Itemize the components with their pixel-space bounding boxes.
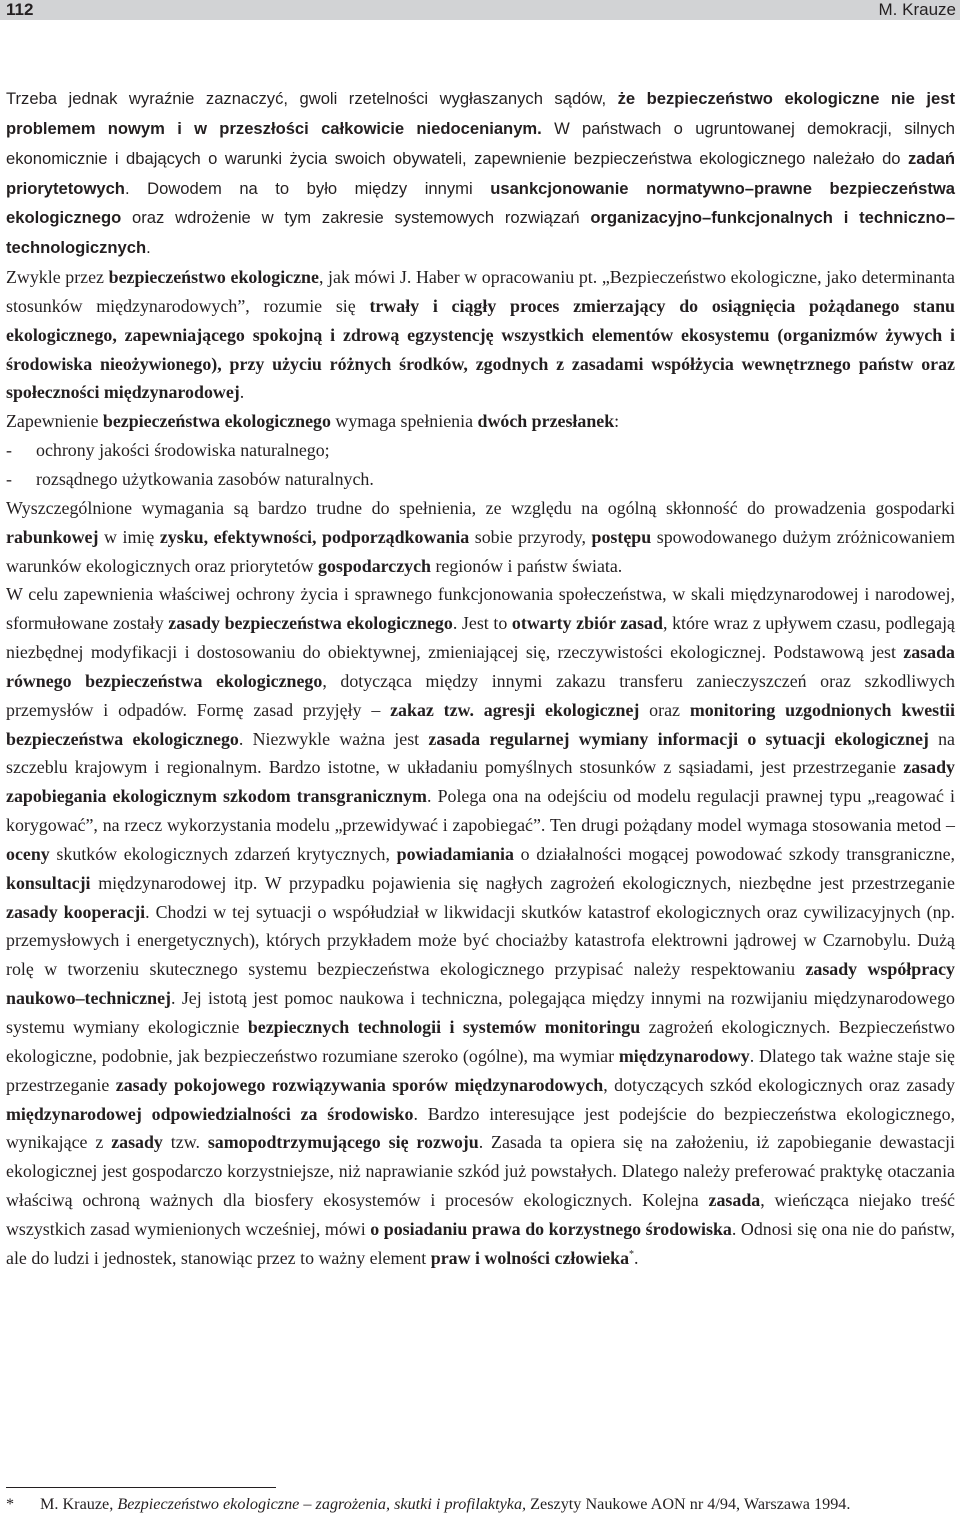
text-run: . Dowodem na to było między innymi (124, 178, 491, 198)
text-run: międzynarodowy (618, 1045, 750, 1066)
text-run: , które wraz z upływem czasu, podlegają niezbędnej modyfikacji i dostosowaniu do obiektywnej, zmieniającej się, rzeczywistości ekologicznej. Podstawową jest (6, 613, 955, 663)
text-run: skutków ekologicznych zdarzeń krytycznych, (49, 843, 397, 864)
text-run: , dotycząca między innymi zakazu transferu zanieczyszczeń oraz szkodliwych przemysłów i odpadów. Formę zasad przyjęły – (6, 670, 955, 720)
text-run: rabunkowej (6, 526, 99, 547)
paragraph-requirements (6, 407, 955, 436)
text-run: zysku, efektywności, podporządkowania (159, 526, 470, 547)
text-run: zasady kooperacji (6, 901, 146, 922)
text-run: . Odnosi się ona nie do państw, ale do ludzi i jednostek, stanowiąc przez to ważny element (6, 1218, 955, 1268)
text-run: bezpieczeństwo ekologiczne (108, 267, 319, 288)
text-run: trwały i ciągły proces zmierzający do osiągnięcia pożądanego stanu ekologicznego, zapewniającego spokojną i zdrową egzystencję wszystkich elementów ekosystemu (organizmów żywych i środowiska nieożywionego), przy użyciu różnych środków, zgodnych z zasadami współżycia wewnętrznego państw oraz społeczności międzynarodowej (6, 295, 955, 403)
text-run: wymaga spełnienia (330, 411, 478, 432)
list-bullet: - (6, 440, 12, 461)
paragraph-difficulties (6, 494, 955, 581)
text-run: zasady zapobiegania ekologicznym szkodom transgranicznym (6, 757, 955, 807)
text-run: otwarty zbiór zasad (511, 613, 663, 634)
list-bullet: - (6, 468, 12, 489)
list-item-text: rozsądnego użytkowania zasobów naturalnych. (36, 468, 374, 489)
text-run: monitoring uzgodnionych kwestii bezpieczeństwa ekologicznego (6, 699, 956, 749)
text-run: oraz wdrożenie w tym zakresie systemowych rozwiązań (121, 208, 591, 228)
text-run: . Polega ona na odejściu od modelu regulacji prawnej typu „reagować i korygować”, na rzecz wykorzystania modelu „przewidywać i zapobiegać”. Ten drugi pożądany model wymaga stosowania metod – (6, 786, 955, 836)
text-run: . Jej istotą jest pomoc naukowa i techniczna, polegająca między innymi na rozwijaniu międzynarodowego systemu wymiany ekologicznie (6, 988, 955, 1037)
running-head: M. Krauze (878, 0, 956, 19)
text-run: zasada regularnej wymiany informacji o sytuacji ekologicznej (428, 728, 929, 749)
footnote-rule (6, 1487, 276, 1488)
text-run: powiadamiania (396, 843, 514, 864)
text-run: międzynarodowej itp. W przypadku pojawienia się nagłych zagrożeń ekologicznych, niezbędne jest przestrzeganie (90, 872, 955, 893)
text-run: zasady (111, 1132, 163, 1153)
paragraph-intro (6, 84, 955, 263)
text-run: bezpieczeństwa ekologicznego (102, 411, 331, 432)
text-run: W celu zapewnienia właściwej ochrony życia i sprawnego funkcjonowania społeczeństwa, w skali międzynarodowej i narodowej, sformułowane zostały (6, 584, 955, 634)
text-run: . Niezwykle ważna jest (238, 728, 429, 749)
text-run: zasada (708, 1190, 761, 1211)
text-run: postępu (591, 526, 652, 547)
text-run: że bezpieczeństwo ekologiczne nie jest problemem nowym i w przeszłości całkowicie niedocenianym. (6, 89, 955, 138)
text-run: regionów i państw świata. (430, 555, 623, 576)
text-run: zasady pokojowego rozwiązywania sporów międzynarodowych (115, 1074, 604, 1095)
text-run: tzw. (162, 1132, 208, 1153)
text-run: . Chodzi w tej sytuacji o współudział w likwidacji skutków katastrof ekologicznych oraz cywilizacyjnych (np. przemysłowych i energetycznych), których przykładem może być chociażby katastrofa elektrowni jądrowej w Czarnobylu. Dużą rolę w tworzeniu skutecznego systemu bezpieczeństwa ekologicznego przypisać należy respektowaniu (6, 901, 955, 980)
text-run: sobie przyrody, (469, 526, 592, 547)
list-item (6, 465, 955, 494)
text-run: . Jest to (452, 613, 512, 634)
text-run: * (629, 1248, 635, 1260)
text-run: praw i wolności człowieka (430, 1247, 630, 1268)
text-run: o działalności mogącej powodować szkody transgraniczne, (513, 843, 956, 864)
text-run: : (614, 411, 620, 432)
text-run: konsultacji (6, 872, 91, 893)
list-item-text: ochrony jakości środowiska naturalnego; (36, 440, 330, 461)
text-run: spowodowanego dużym zróżnicowaniem warunków ekologicznych oraz priorytetów (6, 526, 955, 576)
text-run: . (634, 1247, 639, 1268)
text-run: na szczeblu krajowym i regionalnym. Bardzo istotne, w układaniu pomyślnych stosunków z sąsiadami, jest przestrzeganie (6, 728, 955, 778)
list-item (6, 436, 955, 465)
text-run: dwóch przesłanek (477, 411, 615, 432)
text-run: zasady współpracy naukowo–technicznej (6, 959, 955, 1009)
text-run: w imię (98, 526, 160, 547)
text-run: M. Krauze, (40, 1495, 118, 1513)
text-run: . (146, 238, 151, 258)
text-run: Zwykle przez (6, 267, 109, 288)
text-run: zadań priorytetowych (6, 148, 955, 198)
text-run: zagrożeń ekologicznych. Bezpieczeństwo ekologiczne, podobnie, jak bezpieczeństwo rozumiane szeroko (ogólne), ma wymiar (6, 1017, 955, 1066)
text-run: oraz (639, 699, 690, 720)
paragraph-definition (6, 263, 955, 407)
text-run: . Zasada ta opiera się na założeniu, iż zapobieganie dewastacji ekologicznej jest gospodarczo korzystniejsze, niż naprawianie szkód już powstałych. Dlatego należy preferować praktykę otaczania właściwą ochroną ważnych dla biosfery ekosystemów i procesów ekologicznych. Kolejna (6, 1132, 956, 1211)
text-run: , dotyczących szkód ekologicznych oraz zasady (603, 1074, 955, 1095)
text-run: , wieńcząca niejako treść wszystkich zasad wymienionych wcześniej, mówi (6, 1190, 955, 1239)
requirements-list (6, 436, 955, 494)
text-run: samopodtrzymującego się rozwoju (207, 1132, 479, 1153)
text-run: zasada równego bezpieczeństwa ekologicznego (6, 642, 955, 691)
text-run: o posiadaniu prawa do korzystnego środowiska (370, 1218, 732, 1239)
text-run: Trzeba jednak wyraźnie zaznaczyć, gwoli rzetelności wygłaszanych sądów, (6, 89, 618, 108)
text-run: W państwach o ugruntowanej demokracji, silnych ekonomicznie i dbających o warunki życia swoich obywateli, zapewnienie bezpieczeństwa ekologicznego należało do (6, 118, 955, 168)
paragraph-principles (6, 580, 955, 1272)
text-run: zasady bezpieczeństwa ekologicznego (168, 613, 453, 634)
text-run: Bezpieczeństwo ekologiczne – zagrożenia, skutki i profilaktyka, (117, 1495, 527, 1513)
page-header (0, 0, 960, 20)
text-run: zakaz tzw. agresji ekologicznej (390, 699, 640, 720)
text-run: . Bardzo interesujące jest podejście do bezpieczeństwa ekologicznego, wynikające z (6, 1103, 955, 1153)
text-run: . (239, 382, 245, 403)
text-run: , jak mówi J. Haber w opracowaniu pt. „Bezpieczeństwo ekologiczne, jako determinanta stosunków międzynarodowych”, rozumie się (6, 267, 955, 316)
text-run: usankcjonowanie normatywno–prawne bezpieczeństwa ekologicznego (6, 178, 955, 228)
text-run: oceny (6, 843, 50, 864)
page-number: 112 (6, 0, 34, 19)
body-text (6, 84, 955, 1273)
text-run: międzynarodowej odpowiedzialności za środowisko (6, 1103, 414, 1124)
text-run: . Dlatego tak ważne staje się przestrzeganie (6, 1045, 955, 1095)
text-run: gospodarczych (318, 555, 431, 576)
text-run: * (6, 1495, 15, 1513)
text-run: Zeszyty Naukowe AON nr 4/94, Warszawa 1994. (526, 1495, 851, 1513)
text-run: Wyszczególnione wymagania są bardzo trudne do spełnienia, ze względu na ogólną skłonność do prowadzenia gospodarki (6, 497, 955, 518)
text-run: Zapewnienie (6, 411, 103, 432)
text-run: bezpiecznych technologii i systemów monitoringu (247, 1017, 641, 1037)
footnote (6, 1493, 956, 1515)
text-run: organizacyjno–funkcjonalnych i techniczno–technologicznych (6, 208, 956, 258)
